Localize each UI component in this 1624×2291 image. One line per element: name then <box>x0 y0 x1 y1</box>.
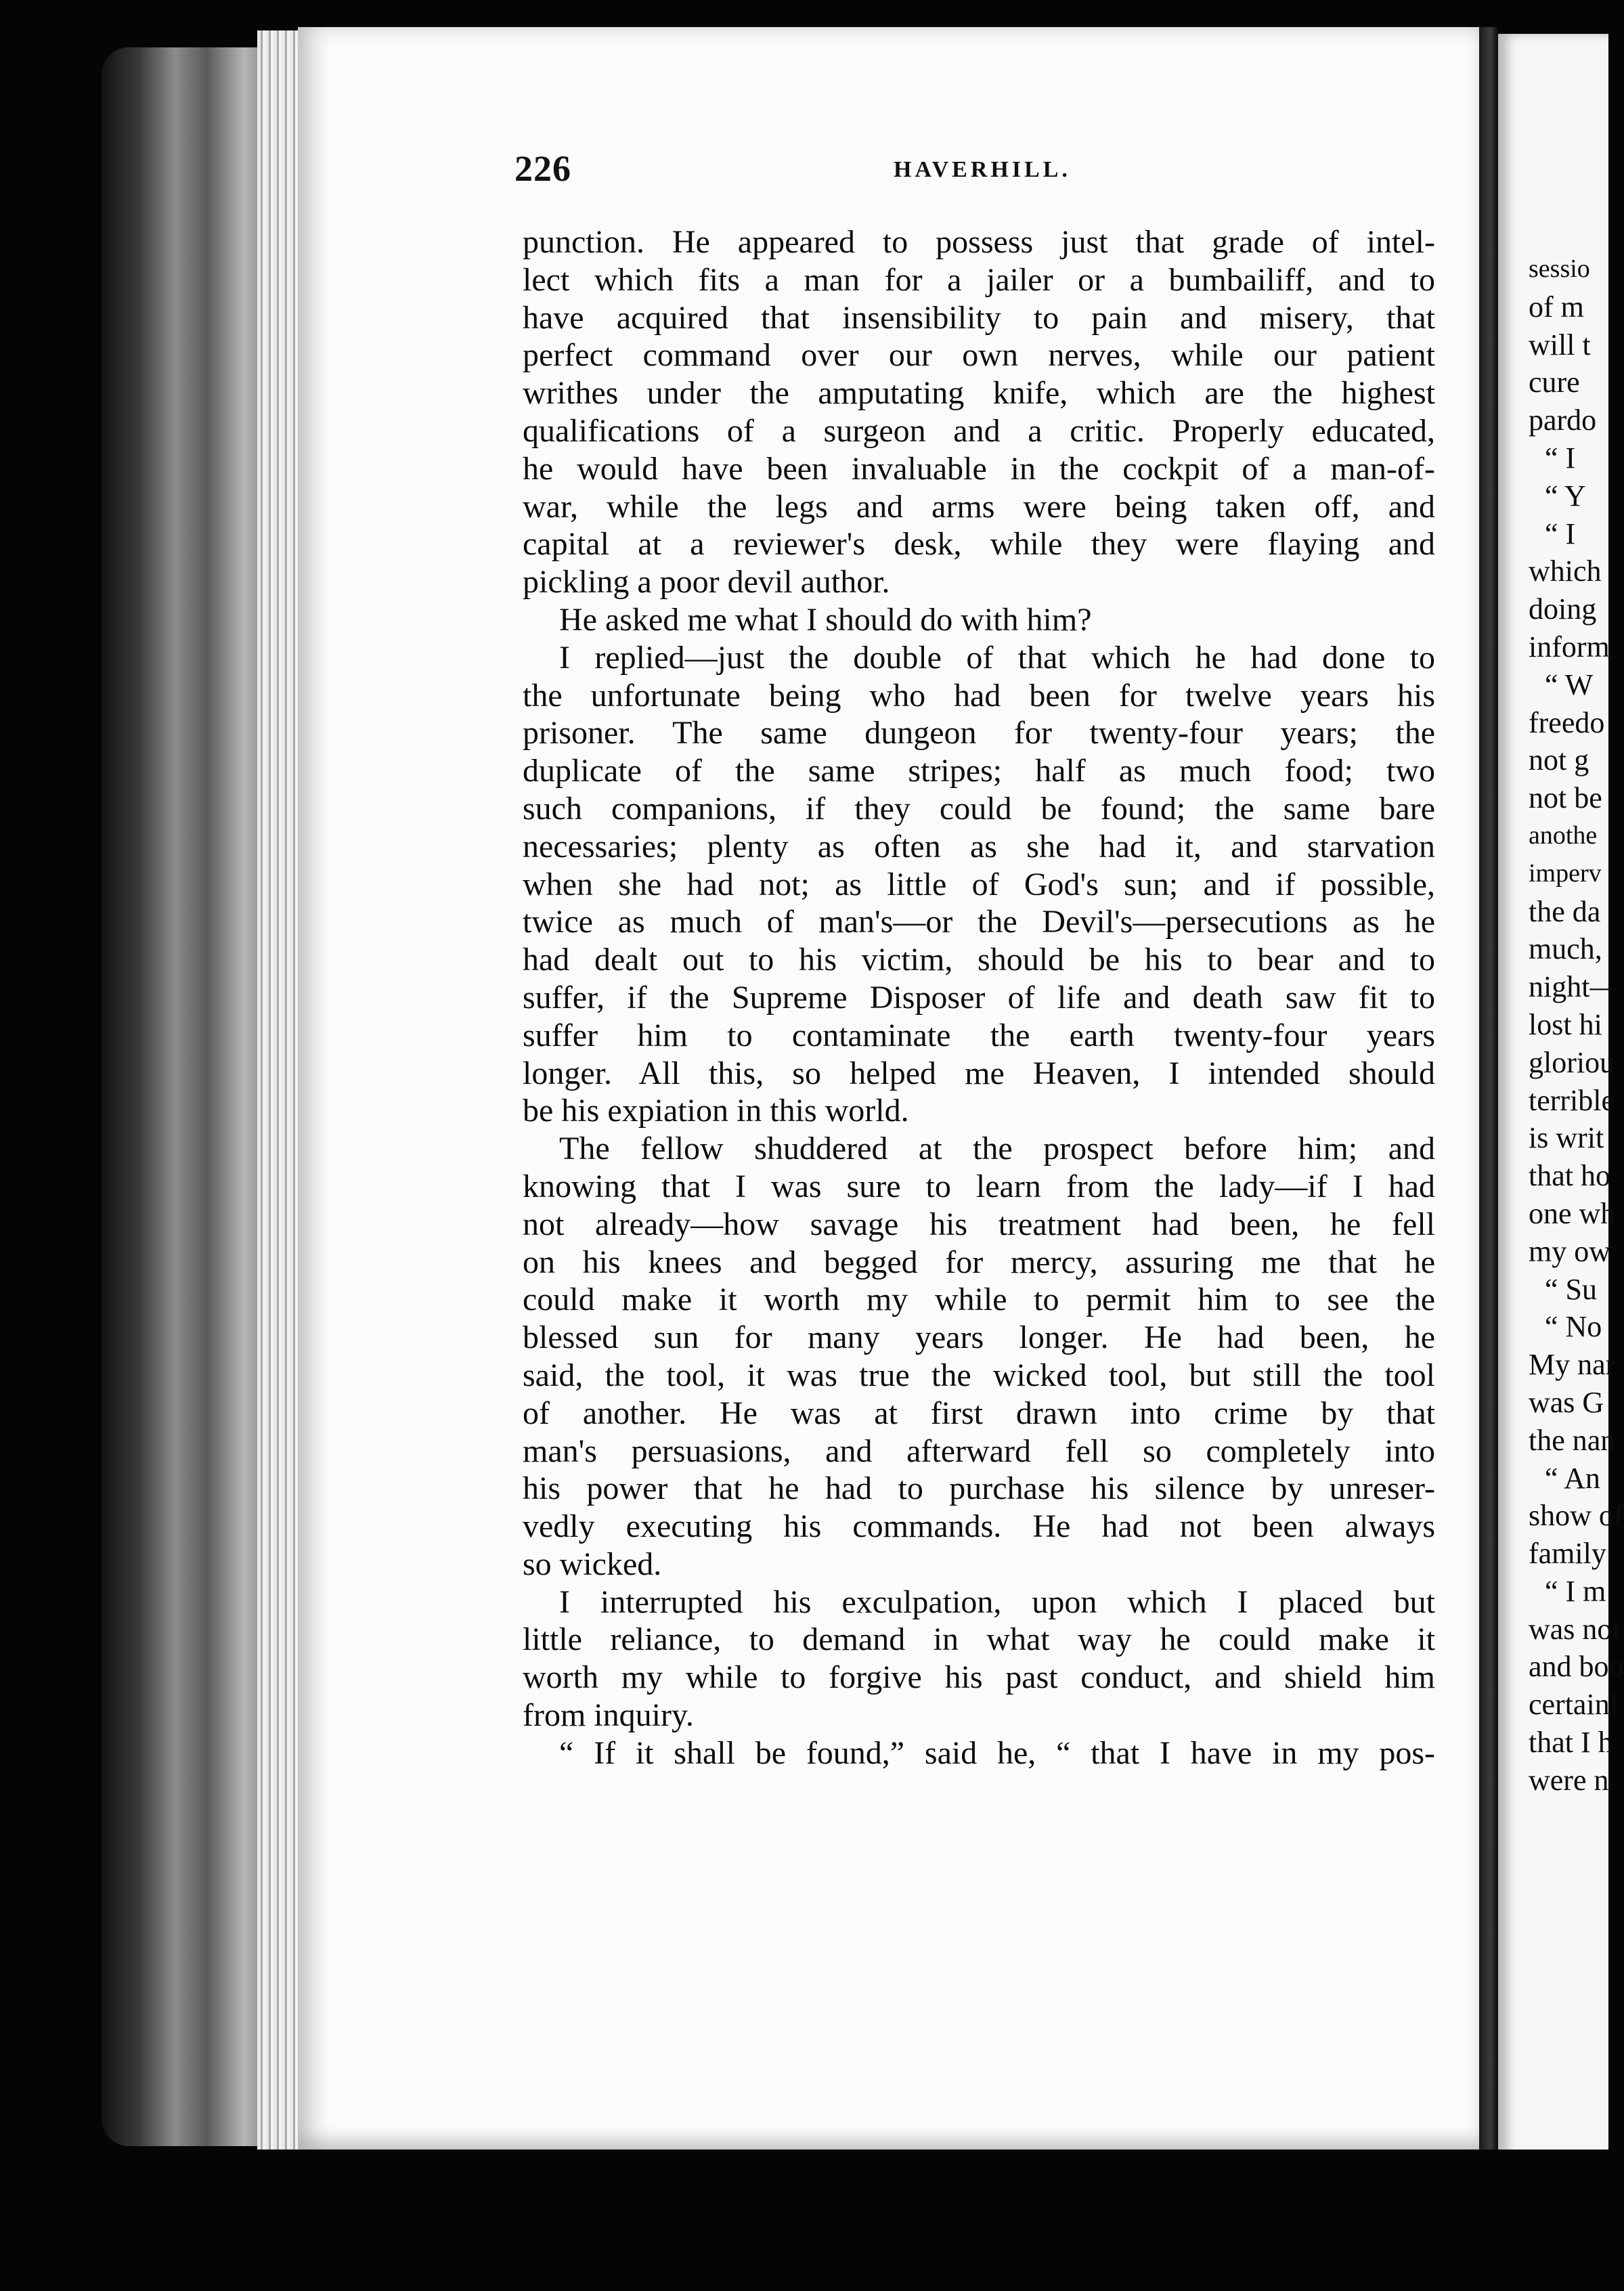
facing-text-line: imperv <box>1529 858 1602 888</box>
page-body-text <box>523 223 1435 1772</box>
facing-text-line: inform <box>1529 630 1610 663</box>
facing-text-line: pardo <box>1529 403 1597 437</box>
facing-text-line: “ W <box>1545 668 1594 701</box>
text-line: twice as much of man's—or the Devil's—persecutions as he <box>523 904 1435 940</box>
text-line: of another. He was at first drawn into crime by that <box>523 1395 1435 1431</box>
text-line: He asked me what I should do with him? <box>559 601 1092 638</box>
text-line: not already—how savage his treatment had been, he fell <box>523 1206 1435 1242</box>
facing-text-line: “ No <box>1545 1310 1602 1344</box>
facing-text-line: “ An <box>1545 1461 1600 1495</box>
text-line: such companions, if they could be found; the same bare <box>523 790 1435 827</box>
book-gutter <box>1479 27 1498 2153</box>
facing-text-line: and boo <box>1529 1650 1624 1684</box>
facing-text-line: that I h <box>1529 1726 1613 1760</box>
facing-text-line: will t <box>1529 328 1591 362</box>
text-line: blessed sun for many years longer. He had been, he <box>523 1319 1435 1356</box>
facing-text-line: freedo <box>1529 705 1605 739</box>
facing-text-line: much, <box>1529 932 1602 966</box>
text-line: punction. He appeared to possess just that grade of intel- <box>523 224 1435 260</box>
text-line: I replied—just the double of that which he had done to <box>559 639 1435 676</box>
text-line: so wicked. <box>523 1546 662 1582</box>
text-line: on his knees and begged for mercy, assuring me that he <box>523 1244 1435 1280</box>
facing-text-line: terrible <box>1529 1083 1615 1117</box>
facing-text-line: “ I <box>1545 441 1576 475</box>
text-line: he would have been invaluable in the cockpit of a man-of- <box>523 450 1435 487</box>
facing-text-line: one wh <box>1529 1196 1616 1230</box>
text-line: lect which fits a man for a jailer or a bumbailiff, and to <box>523 261 1435 298</box>
text-line: “ If it shall be found,” said he, “ that I have in my pos- <box>559 1734 1435 1771</box>
page-number: 226 <box>514 148 571 189</box>
facing-text-line: certainl <box>1529 1688 1618 1722</box>
facing-text-line: is writ <box>1529 1121 1604 1155</box>
facing-text-line: were n <box>1529 1763 1609 1797</box>
facing-text-line: anothe <box>1529 821 1598 850</box>
text-line: the unfortunate being who had been for twelve years his <box>523 677 1435 714</box>
text-line: said, the tool, it was true the wicked tool, but still the tool <box>523 1357 1435 1393</box>
text-line: when she had not; as little of God's sun; and if possible, <box>523 866 1435 902</box>
text-line: from inquiry. <box>523 1697 694 1734</box>
text-line: could make it worth my while to permit him to see the <box>523 1282 1435 1318</box>
facing-text-line: not g <box>1529 743 1589 777</box>
facing-text-line: cure <box>1529 366 1580 399</box>
text-line: longer. All this, so helped me Heaven, I intended should <box>523 1055 1435 1091</box>
facing-text-line: was not <box>1529 1612 1621 1646</box>
facing-text-line: gloriou <box>1529 1045 1615 1079</box>
facing-text-line: doing <box>1529 592 1597 626</box>
facing-text-line: not be <box>1529 781 1602 815</box>
text-line: perfect command over our own nerves, while our patient <box>523 337 1435 374</box>
text-line: worth my while to forgive his past conduct, and shield him <box>523 1659 1435 1696</box>
text-line: man's persuasions, and afterward fell so completely into <box>523 1433 1435 1469</box>
text-line: prisoner. The same dungeon for twenty-four years; the <box>523 715 1435 751</box>
facing-text-line: show of <box>1529 1499 1624 1533</box>
text-line: writhes under the amputating knife, which are the highest <box>523 375 1435 412</box>
text-line: qualifications of a surgeon and a critic. Properly educated, <box>523 412 1435 449</box>
facing-text-line: lost hi <box>1529 1007 1602 1041</box>
facing-text-line: which <box>1529 554 1602 588</box>
facing-text-line: “ I m <box>1545 1574 1606 1608</box>
facing-text-line: “ Su <box>1545 1272 1597 1306</box>
facing-text-line: was G <box>1529 1385 1604 1419</box>
facing-text-line: night— <box>1529 970 1620 1004</box>
facing-text-line: “ Y <box>1545 479 1586 512</box>
scan-background <box>102 2150 1608 2291</box>
text-line: have acquired that insensibility to pain and misery, that <box>523 299 1435 336</box>
text-line: suffer, if the Supreme Disposer of life and death saw fit to <box>523 979 1435 1016</box>
text-line: little reliance, to demand in what way he could make it <box>523 1621 1435 1658</box>
text-line: had dealt out to his victim, should be his to bear and to <box>523 942 1435 978</box>
text-line: knowing that I was sure to learn from the lady—if I had <box>523 1168 1435 1204</box>
facing-page-text <box>1529 250 1623 1799</box>
facing-text-line: sessio <box>1529 255 1590 283</box>
text-line: The fellow shuddered at the prospect before him; and <box>559 1131 1435 1167</box>
facing-text-line: my ow <box>1529 1234 1610 1268</box>
text-line: I interrupted his exculpation, upon which I placed but <box>559 1584 1435 1620</box>
running-title: HAVERHILL. <box>894 157 1071 182</box>
facing-text-line: “ I <box>1545 517 1576 550</box>
facing-text-line: that ho <box>1529 1159 1610 1193</box>
facing-text-line: the da <box>1529 894 1601 928</box>
facing-text-line: the nan <box>1529 1423 1616 1457</box>
facing-text-line: of m <box>1529 290 1584 324</box>
text-line: necessaries; plenty as often as she had it, and starvation <box>523 828 1435 865</box>
text-line: capital at a reviewer's desk, while they were flaying and <box>523 526 1435 563</box>
text-line: vedly executing his commands. He had not been always <box>523 1508 1435 1545</box>
text-line: be his expiation in this world. <box>523 1093 909 1129</box>
facing-text-line: My nar <box>1529 1348 1616 1382</box>
running-head <box>514 148 1442 209</box>
text-line: duplicate of the same stripes; half as much food; two <box>523 753 1435 789</box>
text-line: his power that he had to purchase his silence by unreser- <box>523 1470 1435 1507</box>
text-line: suffer him to contaminate the earth twenty-four years <box>523 1017 1435 1053</box>
text-line: pickling a poor devil author. <box>523 564 890 601</box>
text-line: war, while the legs and arms were being taken off, and <box>523 488 1435 525</box>
facing-text-line: family <box>1529 1537 1606 1571</box>
